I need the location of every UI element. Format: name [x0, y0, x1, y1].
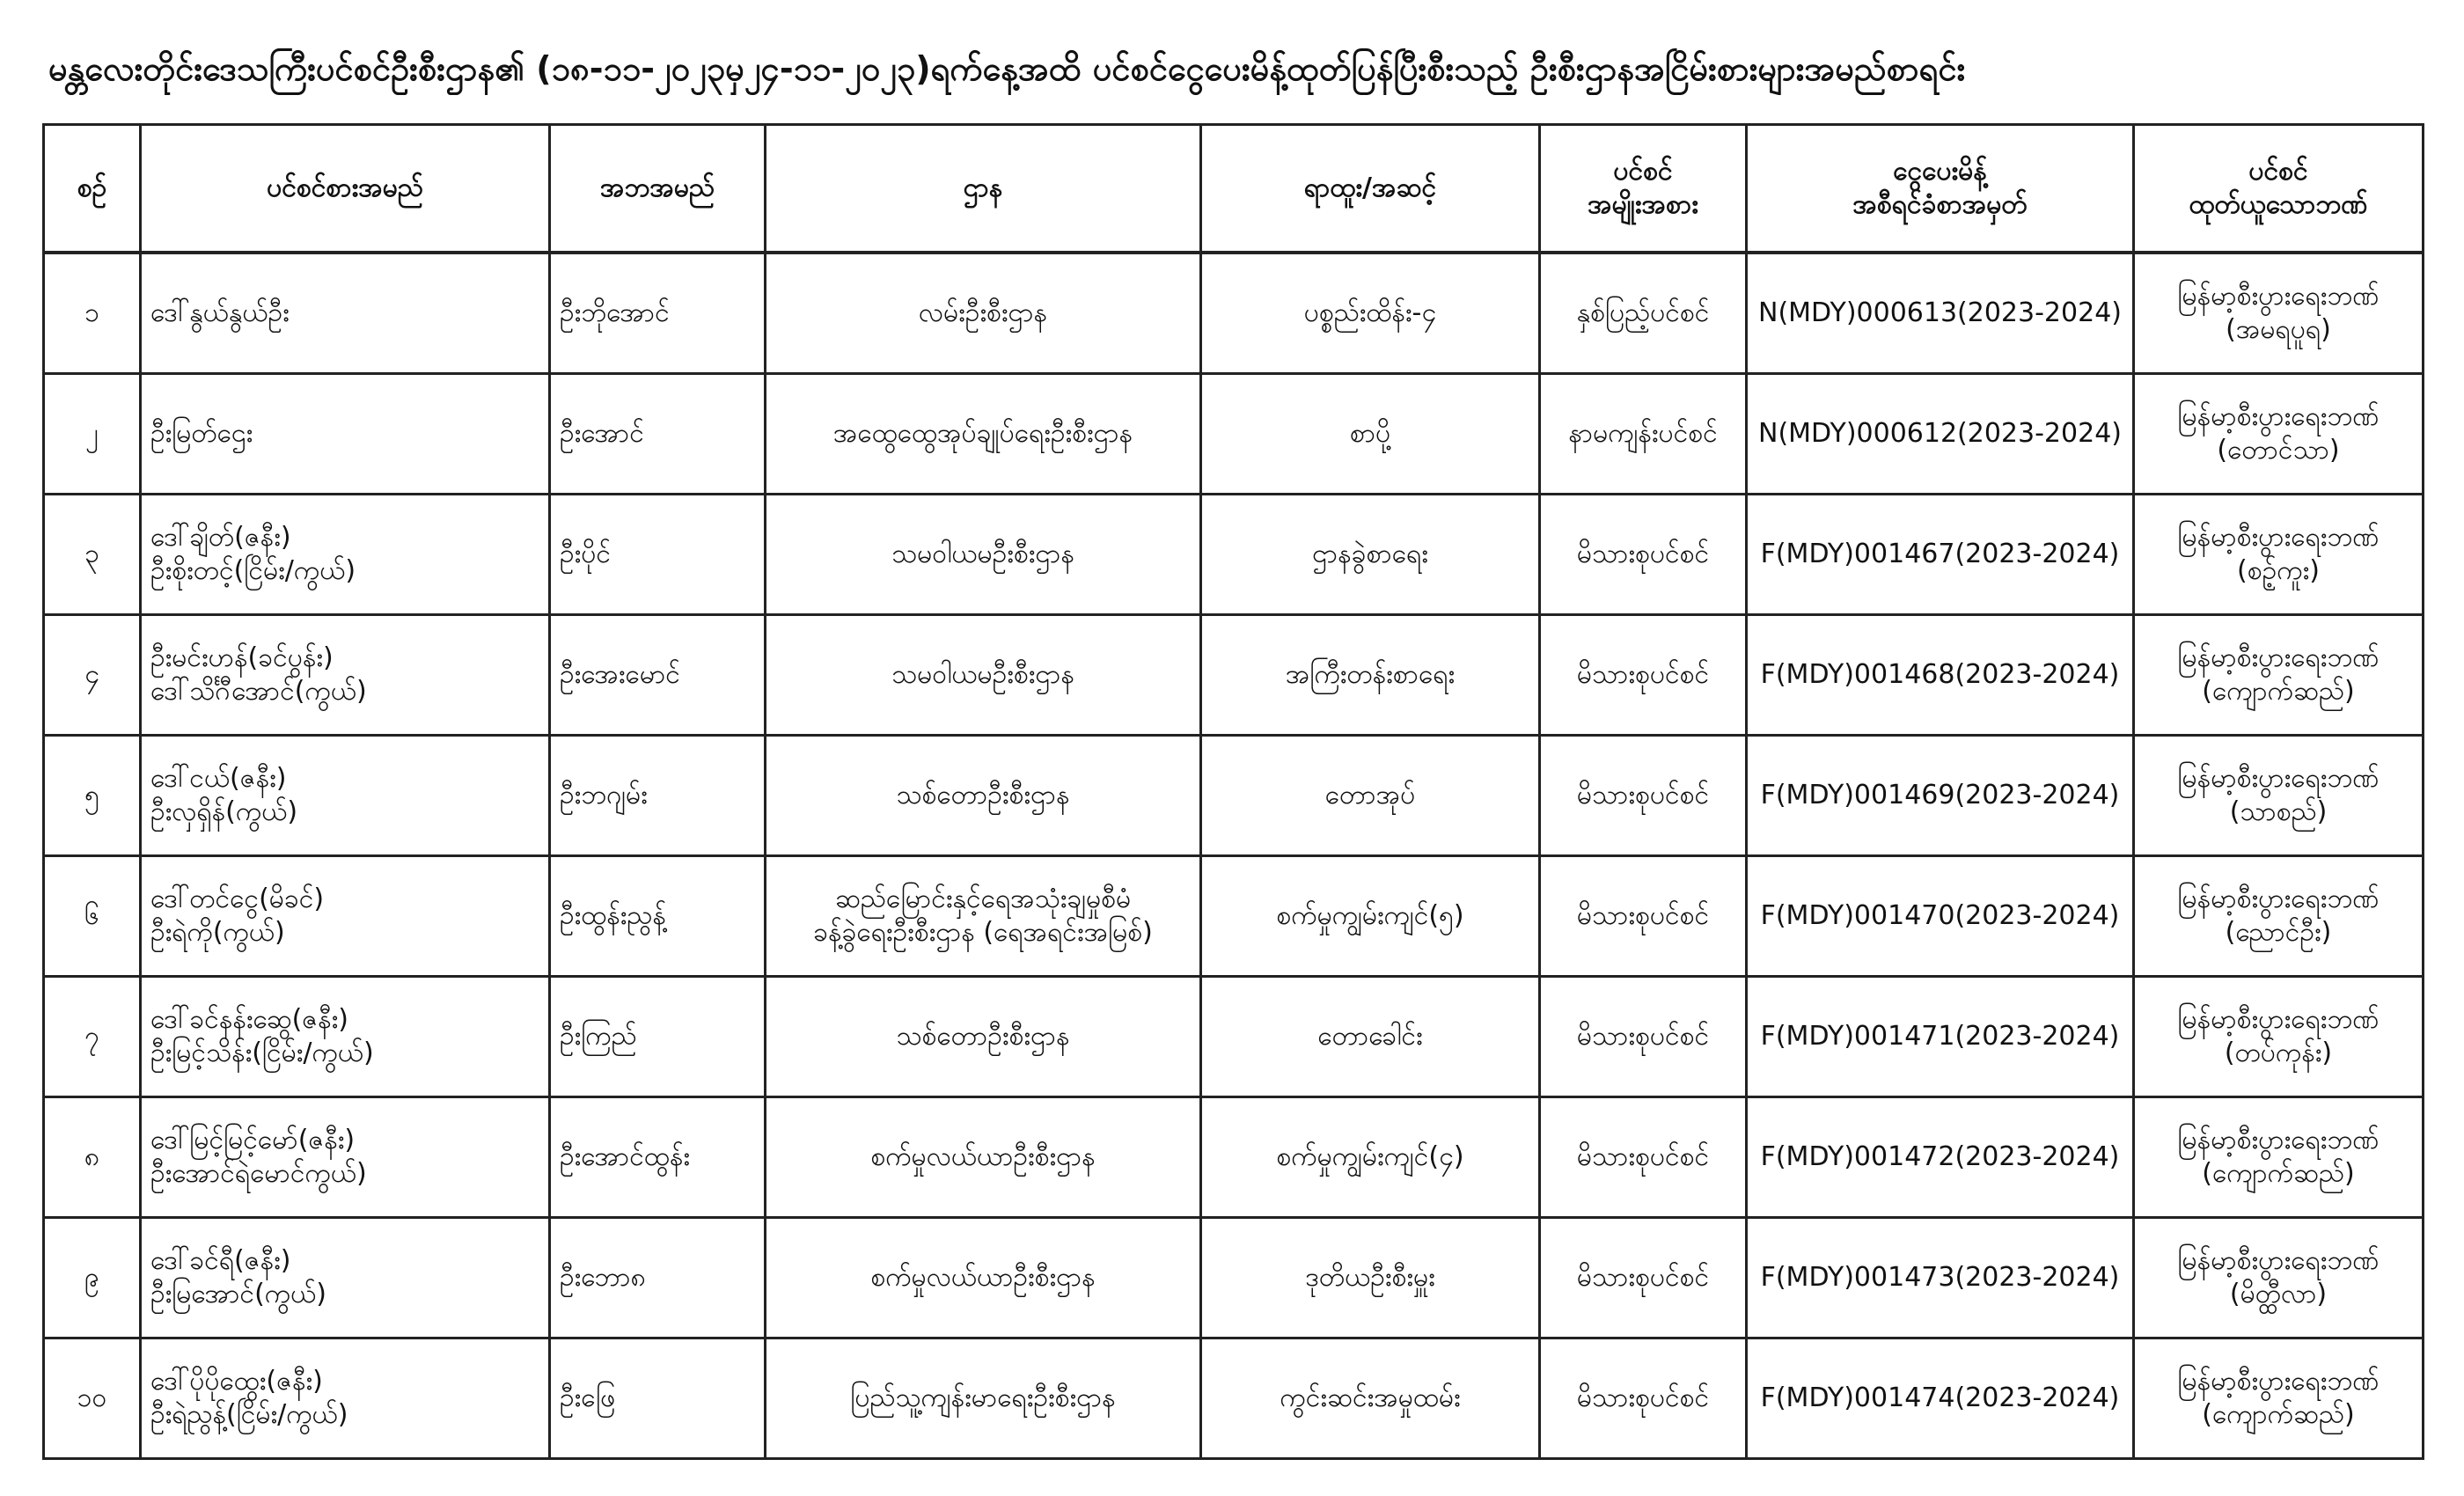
cell-father-name: ဦးဖြေ [550, 1338, 766, 1459]
cell-father-name: ဦးဘိုအောင် [550, 253, 766, 374]
pensioner-name-line1: ဒေါ်တင်ငွေ(မိခင်) [150, 884, 325, 914]
department-line1: အထွေထွေအုပ်ချုပ်ရေးဦးစီးဌာန [832, 418, 1133, 449]
pensioner-name-line1: ဒေါ်ပိုပိုထွေး(ဇနီး) [150, 1366, 323, 1397]
cell-father-name: ဦးပိုင် [550, 495, 766, 615]
cell-father-name: ဦးဘဂျမ်း [550, 736, 766, 856]
table-row [44, 1218, 2424, 1338]
cell-pensioner-name [141, 495, 550, 615]
cell-no: ၅ [44, 736, 141, 856]
pensioner-name-line1: ဒေါ်မြင့်မြင့်မော်(ဇနီး) [150, 1125, 356, 1155]
cell-no: ၁ [44, 253, 141, 374]
cell-department [766, 856, 1201, 977]
cell-bank [2134, 253, 2424, 374]
cell-order-no: F(MDY)001467(2023-2024) [1747, 495, 2134, 615]
bank-line1: မြန်မာ့စီးပွားရေးဘဏ် [2177, 1125, 2380, 1155]
cell-rank: အကြီးတန်းစာရေး [1201, 615, 1540, 736]
cell-father-name: ဦးထွန်းညွန့် [550, 856, 766, 977]
cell-father-name: ဦးကြည် [550, 977, 766, 1097]
pensioner-name-line2: ဦးမြအောင်(ကွယ်) [150, 1279, 326, 1309]
bank-line1: မြန်မာ့စီးပွားရေးဘဏ် [2177, 884, 2380, 914]
table-row [44, 736, 2424, 856]
cell-rank: ကွင်းဆင်းအမှုထမ်း [1201, 1338, 1540, 1459]
pensioner-name-line1: ဒေါ်ငယ်(ဇနီး) [150, 763, 287, 794]
cell-bank [2134, 977, 2424, 1097]
header-father-name: အဘအမည် [550, 125, 766, 253]
cell-father-name: ဦးဘော၈ [550, 1218, 766, 1338]
pensioner-name-line1: ဦးမြတ်ဌေး [150, 418, 253, 449]
bank-line2: (စဉ့်ကူး) [2237, 555, 2320, 586]
table-body [44, 253, 2424, 1459]
header-pension-type-line2: အမျိုးအစား [1588, 189, 1698, 220]
table-row [44, 1097, 2424, 1218]
header-pensioner-name: ပင်စင်စားအမည် [141, 125, 550, 253]
cell-father-name: ဦးအောင်ထွန်း [550, 1097, 766, 1218]
department-line1: သစ်တောဦးစီးဌာန [896, 780, 1070, 810]
cell-department [766, 977, 1201, 1097]
cell-pensioner-name [141, 374, 550, 495]
pensioner-name-line1: ဒေါ်ခင်ရီ(ဇနီး) [150, 1245, 291, 1276]
cell-no: ၈ [44, 1097, 141, 1218]
cell-rank: ဒုတိယဦးစီးမှူး [1201, 1218, 1540, 1338]
cell-department [766, 374, 1201, 495]
department-line1: စက်မှုလယ်ယာဦးစီးဌာန [870, 1141, 1096, 1172]
cell-department [766, 1097, 1201, 1218]
header-order-no-line2: အစီရင်ခံစာအမှတ် [1852, 189, 2028, 220]
pensioner-name-line2: ဦးရဲညွန့်(ငြိမ်း/ကွယ်) [150, 1399, 348, 1430]
header-bank-line2: ထုတ်ယူသောဘဏ် [2189, 189, 2368, 220]
cell-order-no: F(MDY)001473(2023-2024) [1747, 1218, 2134, 1338]
bank-line2: (တပ်ကုန်း) [2224, 1038, 2333, 1068]
cell-pension-type: မိသားစုပင်စင် [1540, 1097, 1747, 1218]
cell-order-no: F(MDY)001469(2023-2024) [1747, 736, 2134, 856]
cell-bank [2134, 374, 2424, 495]
department-line1: စက်မှုလယ်ယာဦးစီးဌာန [870, 1262, 1096, 1293]
header-bank-line1: ပင်စင် [2248, 156, 2308, 187]
pensioner-name-line2: ဦးစိုးတင့်(ငြိမ်း/ကွယ်) [150, 555, 356, 586]
cell-father-name: ဦးအောင် [550, 374, 766, 495]
cell-pension-type: မိသားစုပင်စင် [1540, 1338, 1747, 1459]
header-order-no [1747, 125, 2134, 253]
pensioner-name-line2: ဦးအောင်ရဲမောင်ကွယ်) [150, 1158, 367, 1189]
cell-order-no: F(MDY)001468(2023-2024) [1747, 615, 2134, 736]
cell-no: ၆ [44, 856, 141, 977]
cell-department [766, 736, 1201, 856]
bank-line2: (တောင်သာ) [2217, 435, 2340, 466]
cell-no: ၇ [44, 977, 141, 1097]
cell-rank: စာပို့ [1201, 374, 1540, 495]
cell-pensioner-name [141, 615, 550, 736]
cell-bank [2134, 1097, 2424, 1218]
bank-line1: မြန်မာ့စီးပွားရေးဘဏ် [2177, 1366, 2380, 1397]
bank-line1: မြန်မာ့စီးပွားရေးဘဏ် [2177, 522, 2380, 553]
cell-pension-type: မိသားစုပင်စင် [1540, 736, 1747, 856]
bank-line2: (မိတ္ထီလာ) [2229, 1279, 2328, 1309]
header-pension-type [1540, 125, 1747, 253]
cell-bank [2134, 495, 2424, 615]
cell-bank [2134, 615, 2424, 736]
pensioner-name-line1: ဒေါ်ချိတ်(ဇနီး) [150, 522, 291, 553]
bank-line1: မြန်မာ့စီးပွားရေးဘဏ် [2177, 763, 2380, 794]
header-no: စဉ် [44, 125, 141, 253]
pension-table [42, 123, 2424, 1460]
cell-no: ၂ [44, 374, 141, 495]
cell-order-no: N(MDY)000612(2023-2024) [1747, 374, 2134, 495]
cell-order-no: F(MDY)001470(2023-2024) [1747, 856, 2134, 977]
cell-no: ၃ [44, 495, 141, 615]
cell-bank [2134, 1218, 2424, 1338]
pensioner-name-line2: ဒေါ်သိင်္ဂီအောင်(ကွယ်) [150, 676, 367, 707]
cell-pensioner-name [141, 253, 550, 374]
cell-pensioner-name [141, 1218, 550, 1338]
table-row [44, 374, 2424, 495]
cell-pension-type: မိသားစုပင်စင် [1540, 977, 1747, 1097]
cell-pensioner-name [141, 977, 550, 1097]
cell-no: ၁၀ [44, 1338, 141, 1459]
department-line1: ဆည်မြောင်းနှင့်ရေအသုံးချမှုစီမံ [834, 884, 1132, 914]
cell-order-no: F(MDY)001474(2023-2024) [1747, 1338, 2134, 1459]
bank-line1: မြန်မာ့စီးပွားရေးဘဏ် [2177, 1004, 2380, 1035]
department-line1: သစ်တောဦးစီးဌာန [896, 1021, 1070, 1052]
cell-pension-type: မိသားစုပင်စင် [1540, 615, 1747, 736]
cell-pensioner-name [141, 1338, 550, 1459]
cell-bank [2134, 856, 2424, 977]
table-row [44, 253, 2424, 374]
cell-pensioner-name [141, 736, 550, 856]
cell-rank: တောခေါင်း [1201, 977, 1540, 1097]
table-row [44, 856, 2424, 977]
bank-line1: မြန်မာ့စီးပွားရေးဘဏ် [2177, 1245, 2380, 1276]
header-department: ဌာန [766, 125, 1201, 253]
bank-line2: (ကျောက်ဆည်) [2202, 1158, 2355, 1189]
cell-department [766, 495, 1201, 615]
pensioner-name-line1: ဦးမင်းဟန်(ခင်ပွန်း) [150, 642, 334, 673]
cell-pensioner-name [141, 1097, 550, 1218]
pensioner-name-line2: ဦးလှရှိန်(ကွယ်) [150, 796, 298, 827]
cell-no: ၄ [44, 615, 141, 736]
cell-department [766, 1218, 1201, 1338]
bank-line1: မြန်မာ့စီးပွားရေးဘဏ် [2177, 281, 2380, 312]
header-pension-type-line1: ပင်စင် [1613, 156, 1673, 187]
bank-line2: (အမရပူရ) [2226, 314, 2331, 345]
bank-line2: (ညောင်ဦး) [2225, 917, 2332, 948]
pensioner-name-line1: ဒေါ်ခင်နန်းဆွေ(ဇနီး) [150, 1004, 348, 1035]
table-row [44, 1338, 2424, 1459]
cell-order-no: N(MDY)000613(2023-2024) [1747, 253, 2134, 374]
table-row [44, 615, 2424, 736]
cell-rank: စက်မှုကျွမ်းကျင်(၄) [1201, 1097, 1540, 1218]
department-line1: သမဝါယမဦးစီးဌာန [891, 659, 1074, 690]
department-line1: ပြည်သူ့ကျန်းမာရေးဦးစီးဌာန [850, 1382, 1116, 1413]
cell-rank: ပစ္စည်းထိန်း-၄ [1201, 253, 1540, 374]
cell-rank: တောအုပ် [1201, 736, 1540, 856]
header-order-no-line1: ငွေပေးမိန့် [1893, 156, 1987, 187]
bank-line1: မြန်မာ့စီးပွားရေးဘဏ် [2177, 642, 2380, 673]
header-rank: ရာထူး/အဆင့် [1201, 125, 1540, 253]
bank-line1: မြန်မာ့စီးပွားရေးဘဏ် [2177, 401, 2380, 432]
department-line1: သမဝါယမဦးစီးဌာန [891, 539, 1074, 569]
pensioner-name-line2: ဦးရဲကို(ကွယ်) [150, 917, 285, 948]
header-bank [2134, 125, 2424, 253]
cell-order-no: F(MDY)001471(2023-2024) [1747, 977, 2134, 1097]
cell-pension-type: နှစ်ပြည့်ပင်စင် [1540, 253, 1747, 374]
cell-pension-type: မိသားစုပင်စင် [1540, 495, 1747, 615]
bank-line2: (ကျောက်ဆည်) [2202, 676, 2355, 707]
department-line1: လမ်းဦးစီးဌာန [918, 297, 1048, 328]
department-line2: ခန့်ခွဲရေးဦးစီးဌာန (ရေအရင်းအမြစ်) [813, 917, 1153, 948]
table-header-row [44, 125, 2424, 253]
cell-department [766, 615, 1201, 736]
cell-father-name: ဦးအေးမောင် [550, 615, 766, 736]
cell-department [766, 1338, 1201, 1459]
cell-bank [2134, 736, 2424, 856]
cell-pension-type: မိသားစုပင်စင် [1540, 856, 1747, 977]
cell-pension-type: နာမကျန်းပင်စင် [1540, 374, 1747, 495]
table-row [44, 495, 2424, 615]
page-title: မန္တလေးတိုင်းဒေသကြီးပင်စင်ဦးစီးဌာန၏ (၁၈-၁၁-၂၀၂၃မှ၂၄-၁၁-၂၀၂၃)ရက်နေ့အထိ ပင်စင်ငွေပေးမိန့်ထုတ်ပြန်ပြီးစီးသည့် ဦးစီးဌာနအငြိမ်းစားများအမည်စာရင်း [48, 49, 1966, 88]
cell-no: ၉ [44, 1218, 141, 1338]
cell-pensioner-name [141, 856, 550, 977]
cell-pension-type: မိသားစုပင်စင် [1540, 1218, 1747, 1338]
bank-line2: (ကျောက်ဆည်) [2202, 1399, 2355, 1430]
cell-department [766, 253, 1201, 374]
cell-bank [2134, 1338, 2424, 1459]
cell-rank: ဌာနခွဲစာရေး [1201, 495, 1540, 615]
cell-order-no: F(MDY)001472(2023-2024) [1747, 1097, 2134, 1218]
pensioner-name-line1: ဒေါ်နွယ်နွယ်ဦး [150, 297, 290, 328]
table-row [44, 977, 2424, 1097]
pensioner-name-line2: ဦးမြင့်သိန်း(ငြိမ်း/ကွယ်) [150, 1038, 374, 1068]
cell-rank: စက်မှုကျွမ်းကျင်(၅) [1201, 856, 1540, 977]
bank-line2: (သာစည်) [2229, 796, 2328, 827]
